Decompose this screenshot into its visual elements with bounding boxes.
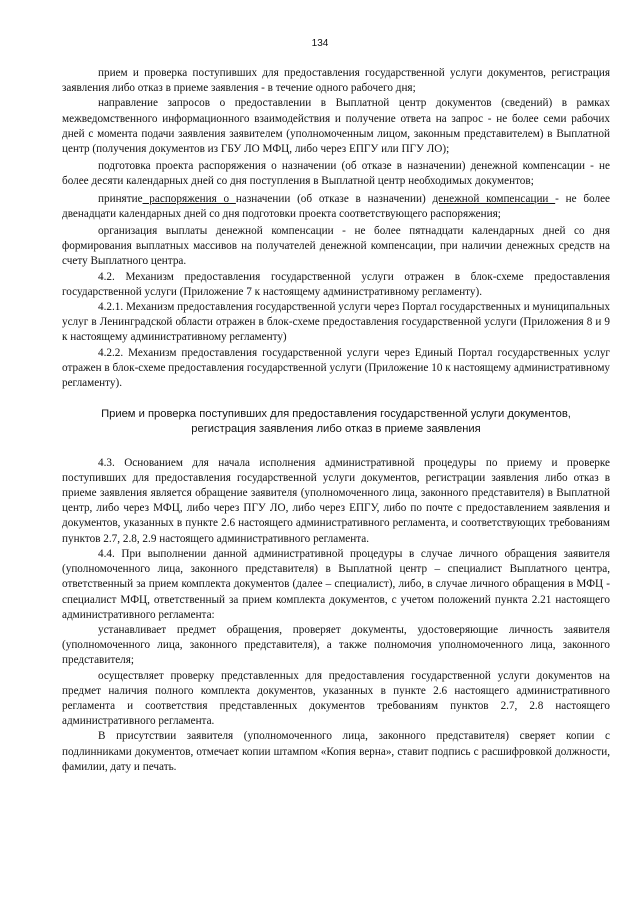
paragraph: В присутствии заявителя (уполномоченного лица, законного представителя) сверяет копии с подлинниками документов, отмечает копии штампом «Копия верна», ставит подпись с расшифровкой должности, фамилии, дату и печать. [62,730,610,773]
paragraph: 4.3. Основанием для начала исполнения административной процедуры по приему и проверке поступивших для предоставления государственной услуги документов, регистрации заявления либо отказ в приеме заявления является обращение заявителя (уполномоченного лица, законного представителя) в Выплатной центр, либо через МФЦ, либо через ПГУ ЛО, либо через ЕПГУ, либо по почте с предоставлением заявления и документов, указанных в пункте 2.6 настоящего административного регламента, и соответствующих требованиям пунктов 2.7, 2.8, 2.9 настоящего административного регламента. [62,456,610,545]
paragraph: прием и проверка поступивших для предоставления государственной услуги документов, регистрация заявления либо отказ в приеме заявления - в течение одного рабочего дня; [62,67,610,95]
paragraph: 4.2.2. Механизм предоставления государственной услуги через Единый Портал государственных услуг отражен в блок-схеме предоставления государственной услуги (Приложение 10 к настоящему административному регламенту). [62,346,610,390]
paragraph: подготовка проекта распоряжения о назначении (об отказе в назначении) денежной компенсации - не более десяти календарных дней со дня поступления в Выплатной центр необходимых документов; [62,160,610,188]
underlined-fragment: распоряжения о [142,192,236,205]
section-heading [62,407,610,437]
paragraph: устанавливает предмет обращения, проверяет документы, удостоверяющие личность заявителя (уполномоченного лица, законного представителя), а также полномочия уполномоченного лица, законного представителя; [62,623,610,667]
underlined-fragment: денежной компенсации [432,192,556,205]
document-body [62,66,610,775]
paragraph: 4.2.1. Механизм предоставления государственной услуги через Портал государственных и муниципальных услуг в Ленинградской области отражен в блок-схеме предоставления государственной услуги (Приложения 8 и 9 к настоящему административному регламенту) [62,301,610,344]
text-fragment: - не более двенадцати календарных дней со дня подготовки проекта соответствующего распоряжения; [62,192,610,220]
paragraph: осуществляет проверку представленных для предоставления государственной услуги документов на предмет наличия полного комплекта документов, указанных в пункте 2.6 настоящего административного регламента и соответствия представленных документов требованиям пунктов 2.7, 2.8 настоящего административного регламента. [62,669,610,728]
page-number: 134 [311,38,329,49]
heading-line: Прием и проверка поступивших для предоставления государственной услуги документов, [101,408,571,421]
heading-line: регистрация заявления либо отказ в приеме заявления [191,423,481,436]
paragraph: направление запросов о предоставлении в Выплатной центр документов (сведений) в рамках межведомственного информационного взаимодействия и получение ответа на запрос - не более семи рабочих дней с момента подачи заявления заявителем (уполномоченным лицом, законным представителем) в Выплатной центр (получения документов из ГБУ ЛО МФЦ, либо через ЕПГУ или ПГУ ЛО); [62,97,610,156]
paragraph: 4.4. При выполнении данной административной процедуры в случае личного обращения заявителя (уполномоченного лица, законного представителя) в Выплатной центр – специалист Выплатного центра, ответственный за прием комплекта документов (далее – специалист), либо, в случае личного обращения в МФЦ - специалист МФЦ, ответственный за прием комплекта документов, с учетом положений пункта 2.21 настоящего административного регламента: [62,547,610,621]
text-fragment: принятие [98,192,143,205]
text-fragment: назначении (об отказе в назначении) [235,192,433,205]
paragraph: 4.2. Механизм предоставления государственной услуги отражен в блок-схеме предоставления государственной услуги (Приложение 7 к настоящему административному регламенту). [62,270,610,298]
paragraph: организация выплаты денежной компенсации - не более пятнадцати календарных дней со дня формирования выплатных массивов на получателей денежной компенсации, при наличии денежных средств на счету Выплатного центра. [62,225,610,268]
paragraph-decision [62,192,610,222]
